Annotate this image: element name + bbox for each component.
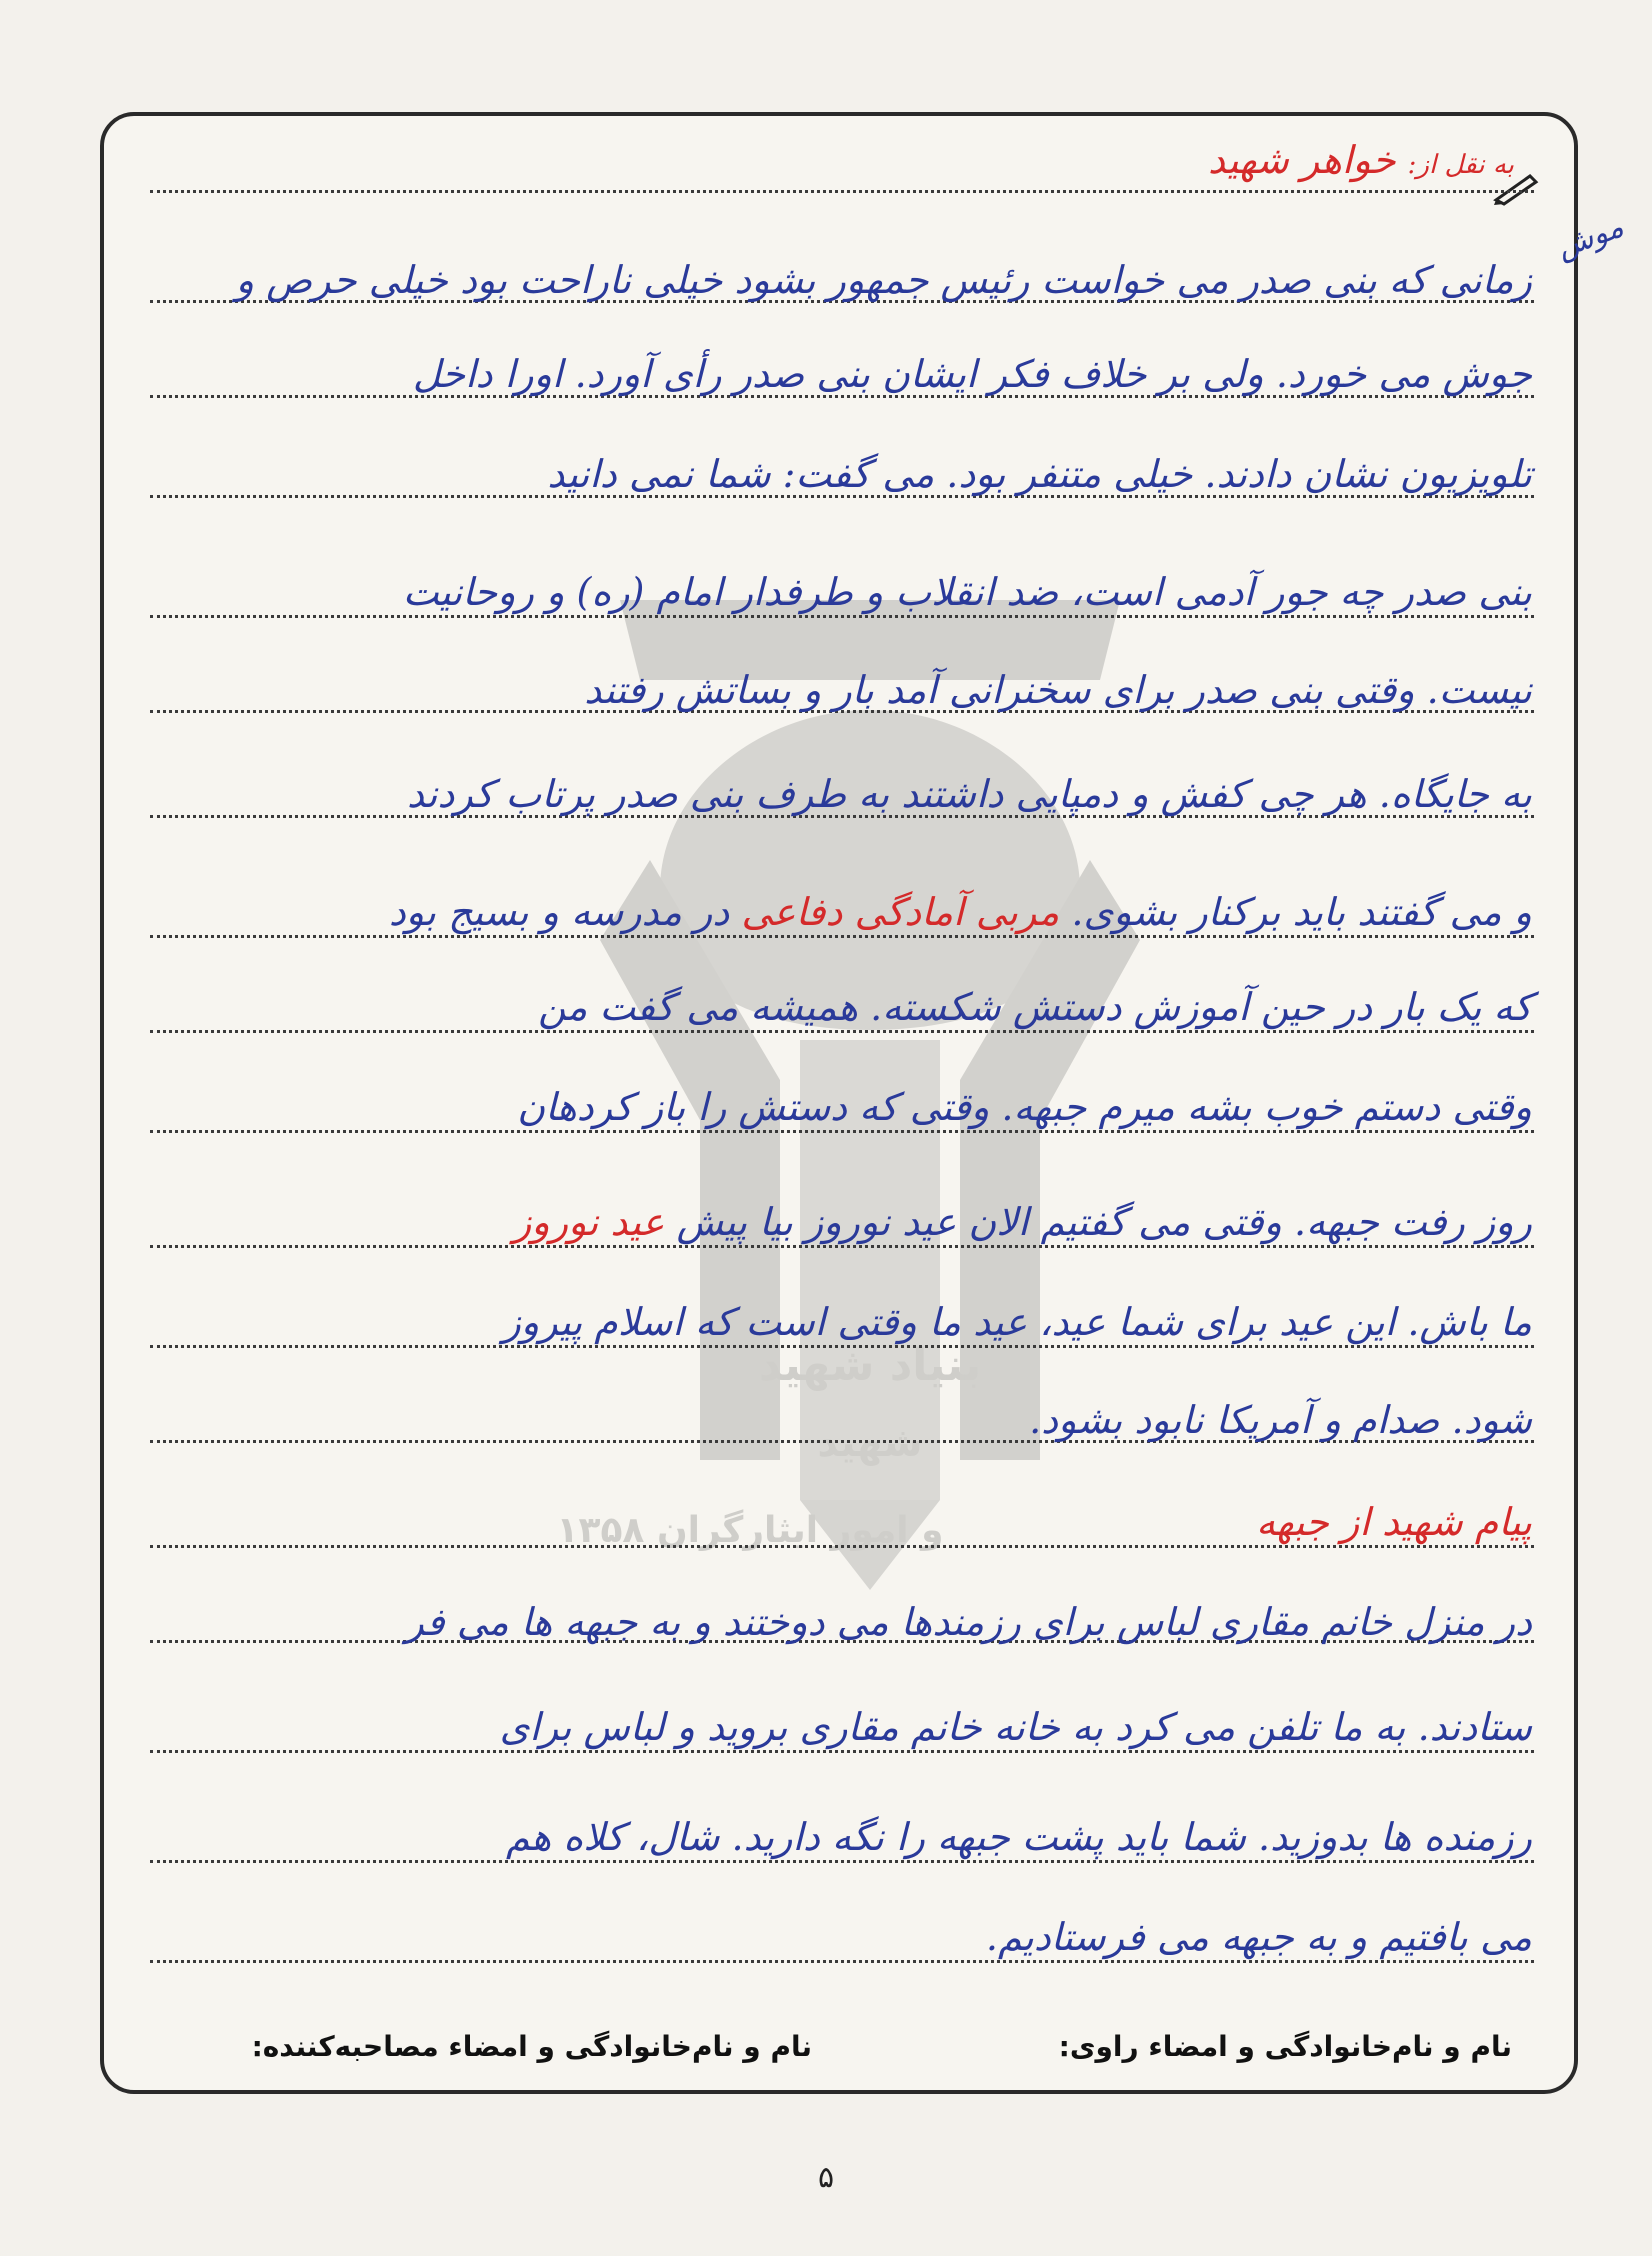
header-prefix: به نقل از: (1407, 150, 1514, 180)
text-line: بنی صدر چه جور آدمی است، ضد انقلاب و طرفدار امام (ره) و روحانیت (402, 570, 1532, 614)
rule-line (150, 1130, 1534, 1133)
watermark-sub: شهید (817, 1420, 923, 1466)
rule-line (150, 1030, 1534, 1033)
rule-line (150, 935, 1534, 938)
text-line (140, 1200, 1532, 1244)
text-line: به جایگاه. هر چی کفش و دمپایی داشتند به طرف بنی صدر پرتاب کردند (406, 772, 1532, 816)
text-line (140, 890, 1532, 934)
text-line: می بافتیم و به جبهه می فرستادیم. (985, 1915, 1532, 1959)
rule-line (150, 190, 1534, 193)
page-number: ۵ (817, 2160, 835, 2195)
rule-line (150, 1960, 1534, 1963)
highlight-red: عید نوروز (513, 1200, 665, 1244)
text-line: شود. صدام و آمریکا نابود بشود. (1029, 1398, 1532, 1442)
text-line: تلویزیون نشان دادند. خیلی متنفر بود. می گفت: شما نمی دانید (547, 452, 1532, 496)
text-line: ستادند. به ما تلفن می کرد به خانه خانم مقاری بروید و لباس برای (499, 1705, 1532, 1749)
rule-line (150, 1245, 1534, 1248)
rule-line (150, 1860, 1534, 1863)
rule-line (150, 1545, 1534, 1548)
text-line-part: در مدرسه و بسیج بود (388, 890, 730, 934)
text-line: نیست. وقتی بنی صدر برای سخنرانی آمد بار و بساتش رفتند (584, 668, 1532, 712)
text-line: در منزل خانم مقاری لباس برای رزمندها می دوختند و به جبهه ها می فر (405, 1600, 1532, 1644)
watermark-org: بنیاد شهید (758, 1340, 982, 1391)
margin-note: موش (1551, 209, 1628, 266)
text-line: ما باش. این عید برای شما عید، عید ما وقتی است که اسلام پیروز (502, 1300, 1532, 1344)
highlight-red: مربی آمادگی دفاعی (741, 890, 1060, 934)
text-line: جوش می خورد. ولی بر خلاف فکر ایشان بنی صدر رأی آورد. اورا داخل (412, 352, 1532, 396)
header-title: خواهر شهید (1208, 138, 1396, 182)
text-line: زمانی که بنی صدر می خواست رئیس جمهور بشود خیلی ناراحت بود خیلی حرص و (235, 258, 1532, 302)
text-line-part: و می گفتند باید برکنار بشوی. (1071, 890, 1532, 934)
text-line: رزمنده ها بدوزید. شما باید پشت جبهه را نگه دارید. شال، کلاه هم (505, 1815, 1532, 1859)
text-line: وقتی دستم خوب بشه میرم جبهه. وقتی که دستش را باز کردهان (517, 1085, 1532, 1129)
section-heading: پیام شهید از جبهه (1256, 1500, 1532, 1544)
rule-line (150, 1345, 1534, 1348)
watermark-line: ۱۳۵۸ و امور ایثارگران (556, 1510, 944, 1551)
rule-line (150, 1750, 1534, 1753)
interviewer-signature-label: نام و نام‌خانوادگی و امضاء مصاحبه‌کننده: (251, 2030, 812, 2063)
rule-line (150, 615, 1534, 618)
header (1208, 138, 1514, 182)
text-line-part: روز رفت جبهه. وقتی می گفتیم الان عید نوروز بیا پیش (676, 1200, 1532, 1244)
narrator-signature-label: نام و نام‌خانوادگی و امضاء راوی: (1058, 2030, 1512, 2063)
text-line: که یک بار در حین آموزش دستش شکسته. همیشه می گفت من (538, 985, 1532, 1029)
